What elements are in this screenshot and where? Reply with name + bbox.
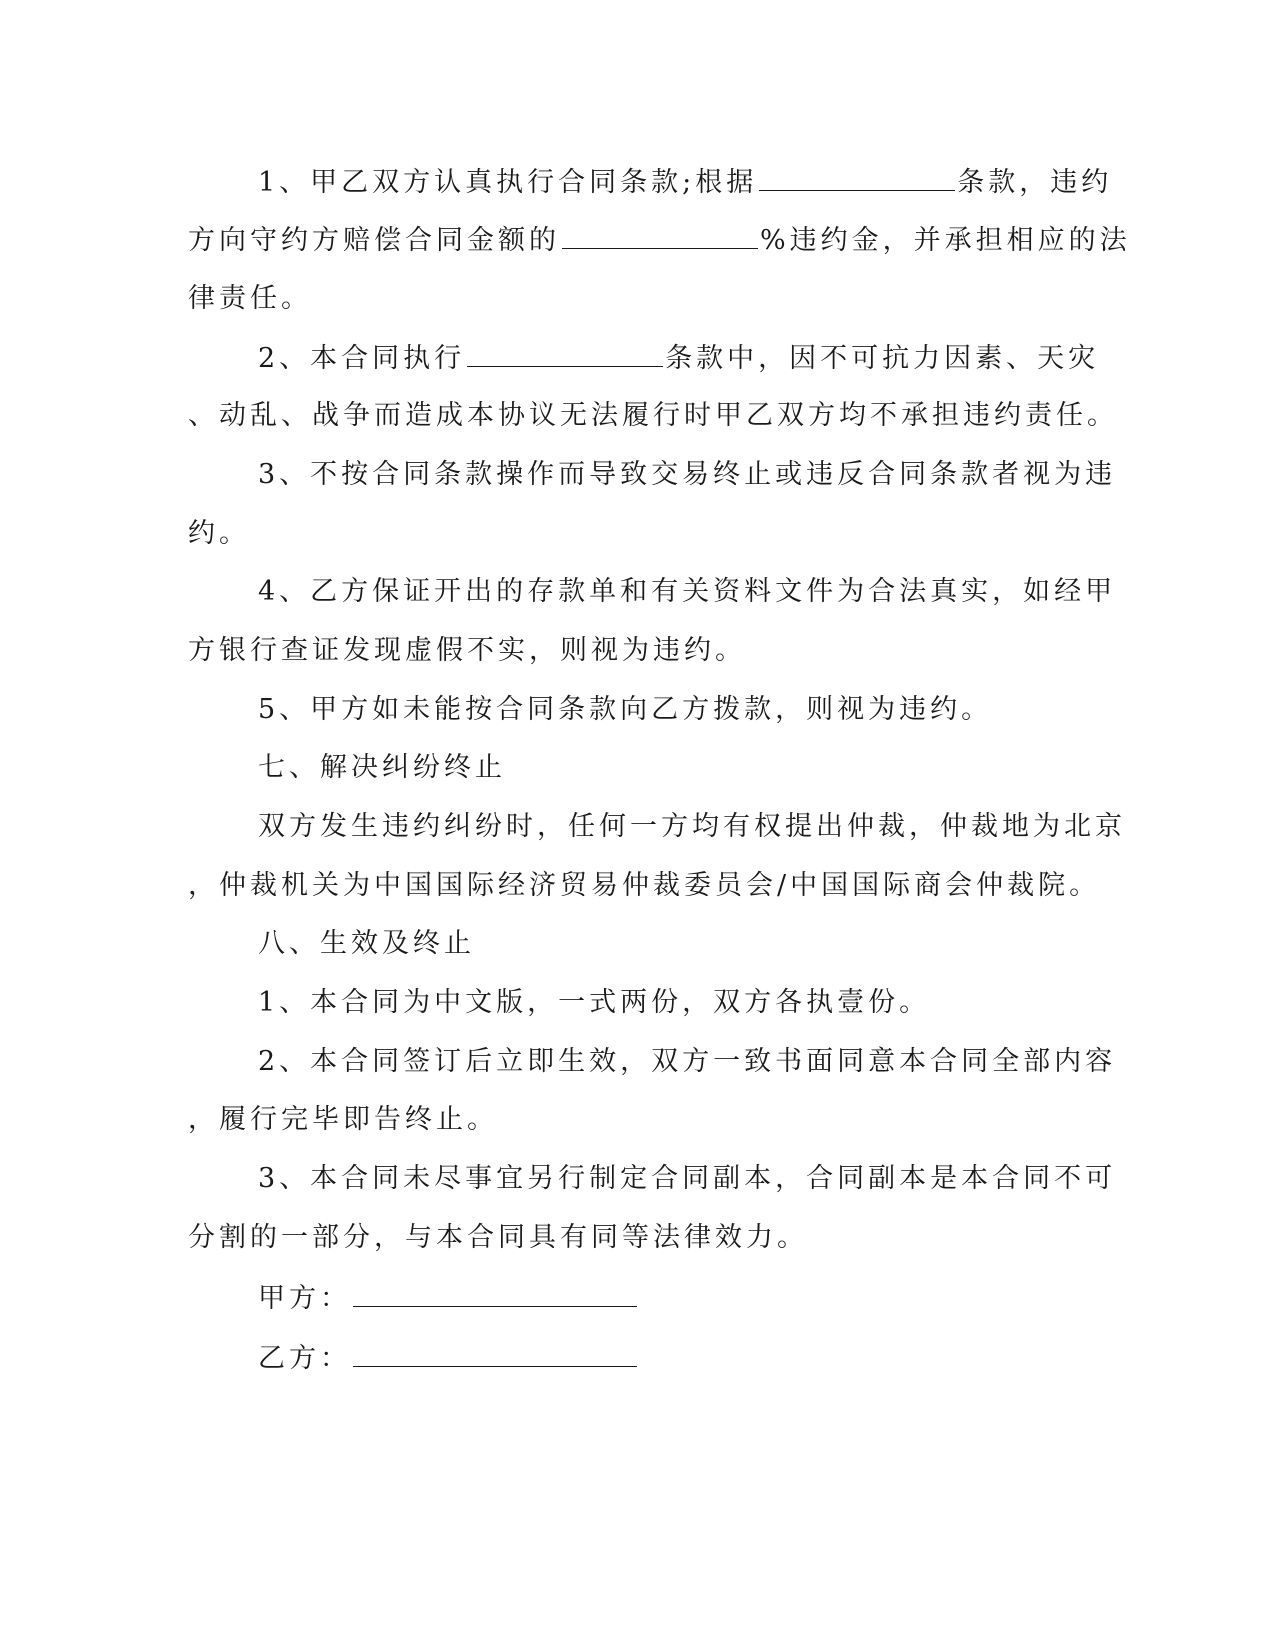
clause8-item3-line2: 分割的一部分，与本合同具有同等法律效力。 [188, 1222, 808, 1253]
party-b-label: 乙方： [258, 1343, 351, 1374]
clause6-item2-text-a: 2、本合同执行 [258, 343, 466, 374]
blank-field[interactable] [759, 164, 955, 191]
clause6-item5: 5、甲方如未能按合同条款向乙方拨款，则视为违约。 [258, 694, 993, 725]
clause6-item3-line2: 约。 [188, 518, 250, 549]
clause6-item1-text-b: 条款，违约 [957, 167, 1113, 198]
clause6-item1-line1 [258, 164, 1112, 201]
clause6-item3-line1: 3、不按合同条款操作而导致交易终止或违反合同条款者视为违 [258, 459, 1117, 490]
party-b-signature-field[interactable] [353, 1340, 637, 1367]
blank-field[interactable] [467, 340, 663, 367]
clause8-item2-line1: 2、本合同签订后立即生效，双方一致书面同意本合同全部内容 [258, 1046, 1117, 1077]
clause7-line1: 双方发生违约纠纷时，任何一方均有权提出仲裁，仲裁地为北京 [258, 811, 1126, 842]
party-a-label: 甲方： [258, 1283, 351, 1314]
clause8-item1: 1、本合同为中文版，一式两份，双方各执壹份。 [258, 987, 931, 1018]
clause6-item1-text-c: 方向守约方赔偿合同金额的 [188, 225, 560, 256]
party-b-signature [258, 1340, 639, 1377]
clause6-item1-text-a: 1、甲乙双方认真执行合同条款;根据 [258, 167, 758, 198]
clause6-item2-line1 [258, 340, 1099, 377]
clause7-heading: 七、解决纠纷终止 [258, 752, 506, 783]
clause6-item2-line2: 、动乱、战争而造成本协议无法履行时甲乙双方均不承担违约责任。 [188, 400, 1118, 431]
clause8-item3-line1: 3、本合同未尽事宜另行制定合同副本，合同副本是本合同不可 [258, 1163, 1117, 1194]
clause7-line2: ，仲裁机关为中国国际经济贸易仲裁委员会/中国国际商会仲裁院。 [188, 870, 1101, 901]
clause6-item1-line2 [188, 222, 1131, 259]
party-a-signature-field[interactable] [353, 1280, 637, 1307]
clause6-item2-text-b: 条款中，因不可抗力因素、天灾 [665, 343, 1100, 374]
blank-field[interactable] [562, 222, 758, 249]
clause6-item1-line3: 律责任。 [188, 283, 312, 314]
clause6-item1-text-d: %违约金，并承担相应的法 [760, 225, 1131, 256]
clause8-item2-line2: ，履行完毕即告终止。 [188, 1104, 498, 1135]
clause6-item4-line1: 4、乙方保证开出的存款单和有关资料文件为合法真实，如经甲 [258, 576, 1117, 607]
party-a-signature [258, 1280, 639, 1317]
clause6-item4-line2: 方银行查证发现虚假不实，则视为违约。 [188, 635, 746, 666]
clause8-heading: 八、生效及终止 [258, 928, 475, 959]
